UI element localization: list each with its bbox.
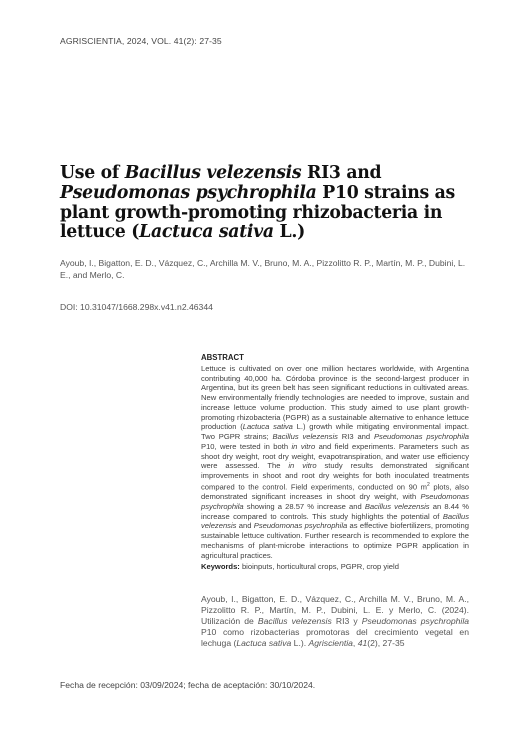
abstract xyxy=(201,353,469,572)
keywords xyxy=(201,562,469,572)
journal-header: AGRISCIENTIA, 2024, VOL. 41(2): 27-35 xyxy=(60,36,222,46)
abstract-heading: ABSTRACT xyxy=(201,353,244,362)
keywords-list: bioinputs, horticultural crops, PGPR, crop yield xyxy=(239,562,399,572)
paper-title: Use of Bacillus velezensis RI3 and Pseudomonas psychrophila P10 strains as plant growth-promoting rhizobacteria in lettuce (Lactuca sativa L.) xyxy=(60,163,455,243)
keywords-label: Keywords: xyxy=(201,562,240,572)
abstract-text: Lettuce is cultivated on over one million hectares worldwide, with Argentina contributing 40,000 ha. Córdoba province is the second-largest producer in Argentina, but its green belt has seen significant reductions in cultivated areas. New environmentally friendly technologies are needed to improve, sustain and increase lettuce volume production. This study aimed to use plant growth-promoting rhizobacteria (PGPR) as a sustainable alternative to enhance lettuce production (Lactuca sativa L.) growth while mitigating environmental impact. Two PGPR strains; Bacillus velezensis RI3 and Pseudomonas psychrophila P10, were tested in both in vitro and field experiments. Parameters such as shoot dry weight, root dry weight, evapotranspiration, and water use efficiency were assessed. The in vitro study results demonstrated significant improvements in shoot and root dry weights for both inoculated treatments compared to the control. Field experiments, conducted on 90 $m^2$ plots, also demonstrated significant increases in shoot dry weight, with Pseudomonas psychrophila showing a 28.57 % increase and Bacillus velezensis an 8.44 % increase compared to controls. This study highlights the potential of Bacillus velezensis and Pseudomonas psychrophila as effective biofertilizers, promoting sustainable lettuce cultivation. Further research is recommended to explore the mechanisms of plant-microbe interactions to optimize PGPR application in agricultural practices. xyxy=(201,363,470,560)
author-list: Ayoub, I., Bigatton, E. D., Vázquez, C., Archilla M. V., Bruno, M. A., Pizzolitto R. P., Martín, M. P., Dubini, L. E., and Merlo, C. xyxy=(60,258,466,280)
doi: DOI: 10.31047/1668.298x.v41.n2.46344 xyxy=(60,302,213,312)
citation: Ayoub, I., Bigatton, E. D., Vázquez, C., Archilla M. V., Bruno, M. A., Pizzolitto R. P., Martín, M. P., Dubini, L. E. y Merlo, C. (2024). Utilización de Bacillus velezensis RI3 y Pseudomonas psychrophila P10 como rizobacterias promotoras del crecimiento vegetal en lechuga (Lactuca sativa L.). Agriscientia, 41(2), 27-35 xyxy=(201,594,470,648)
received-accepted-dates: Fecha de recepción: 03/09/2024; fecha de aceptación: 30/10/2024. xyxy=(60,680,316,690)
